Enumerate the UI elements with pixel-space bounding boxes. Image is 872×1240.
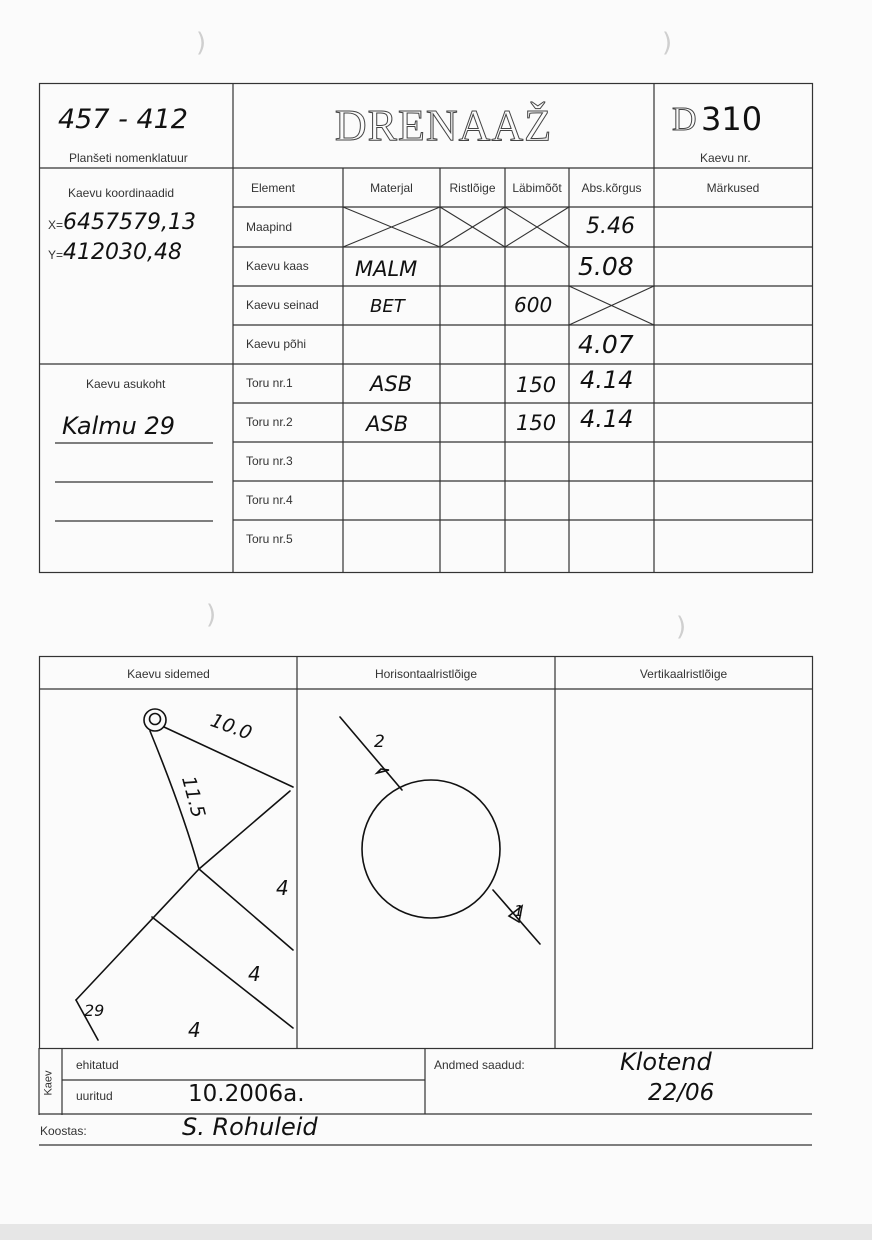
well-number-label: Kaevu nr. [700,151,751,165]
vertical-section-label: Vertikaalristlõige [639,666,728,681]
punch-hole-mark: ) [196,28,207,58]
y-coordinate-value: 412030,48 [63,240,182,265]
surveyed-value: 10.2006a. [188,1081,305,1107]
tie-dimension: 10.0 [207,709,255,745]
built-label: ehitatud [76,1058,119,1072]
nomenclature-label: Planšeti nomenklatuur [69,151,188,165]
form-title: DRENAAŽ [334,101,553,150]
col-header-material: Materjal [370,180,413,195]
well-side-label: Kaev [42,1070,55,1096]
punch-hole-mark: ) [662,28,673,58]
tie-dimension: 11.5 [177,773,210,821]
compiled-signature: S. Rohuleid [182,1113,318,1141]
row-label: Toru nr.5 [246,532,293,546]
pipe-number-mark: 2 [374,732,385,752]
row-label: Toru nr.2 [246,415,293,429]
col-header-diameter: Läbimõõt [512,180,562,195]
cell-abs-height: 5.08 [578,252,634,281]
scan-bottom-edge [0,1224,872,1240]
coordinates-label: Kaevu koordinaadid [68,186,175,200]
location-value: Kalmu 29 [62,412,176,440]
horizontal-section-label: Horisontaalristlõige [374,666,478,681]
x-coordinate-value: 6457579,13 [63,210,196,235]
tie-dimension: 4 [188,1018,201,1042]
tie-dimension: 4 [248,962,261,986]
cell-diameter: 150 [516,373,557,397]
col-header-element: Element [250,180,296,195]
y-coordinate: Y=412030,48 [48,240,182,265]
nomenclature-value: 457 - 412 [58,104,188,135]
data-received-label: Andmed saadud: [434,1058,525,1072]
well-prefix: D [672,101,697,138]
cell-abs-height: 4.14 [580,405,634,433]
row-label: Toru nr.4 [246,493,293,507]
row-label: Kaevu kaas [246,259,309,273]
compiled-label: Koostas: [40,1124,87,1138]
location-label: Kaevu asukoht [86,377,166,391]
cell-material: ASB [366,412,409,436]
cell-abs-height: 4.07 [578,330,634,359]
col-header-remarks: Märkused [706,180,760,195]
punch-hole-mark: ) [206,600,217,630]
row-label: Kaevu seinad [246,298,319,312]
col-header-abs-height: Abs.kõrgus [581,180,642,195]
row-label: Kaevu põhi [246,337,307,351]
x-coordinate: X=6457579,13 [48,210,196,235]
row-label: Maapind [246,220,293,234]
cell-material: MALM [355,257,418,281]
data-received-signature: Klotend [620,1048,712,1076]
punch-hole-mark: ) [676,612,687,642]
cell-material: BET [370,296,405,317]
well-number: 310 [701,100,763,138]
row-label: Toru nr.1 [246,376,293,390]
cell-diameter: 600 [514,293,553,317]
data-received-date: 22/06 [648,1080,715,1106]
cell-diameter: 150 [516,411,557,435]
pipe-number-mark: 1 [514,902,524,920]
cell-abs-height: 5.46 [586,214,635,239]
ties-panel-label: Kaevu sidemed [127,666,210,681]
surveyed-label: uuritud [76,1089,113,1103]
col-header-cross-section: Ristlõige [449,180,496,195]
cell-material: ASB [370,372,413,396]
row-label: Toru nr.3 [246,454,293,468]
tie-dimension: 29 [84,1001,105,1020]
cell-abs-height: 4.14 [580,366,634,394]
tie-dimension: 4 [276,876,289,900]
